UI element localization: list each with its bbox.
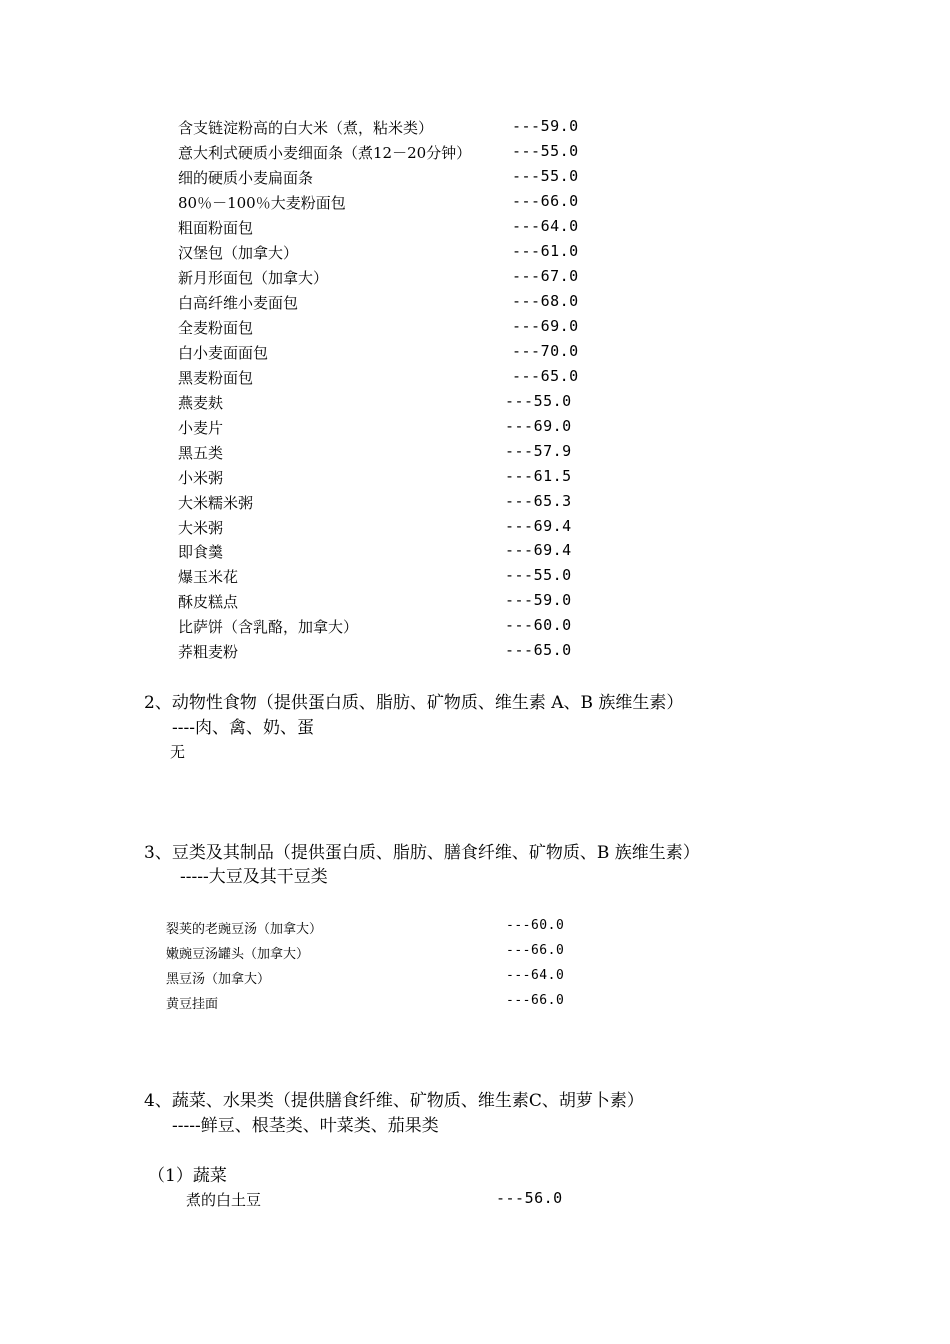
food-name: 酥皮糕点 [178, 593, 239, 611]
list-item [0, 117, 950, 141]
gi-value: ---66.0 [512, 192, 579, 210]
gi-value: ---66.0 [506, 993, 565, 1008]
food-name: 嫩豌豆汤罐头（加拿大） [166, 947, 310, 962]
gi-value: ---60.0 [506, 918, 565, 933]
section-2-note: 无 [170, 743, 186, 761]
list-item [0, 492, 950, 516]
food-name: 小米粥 [178, 469, 224, 487]
list-item [0, 167, 950, 191]
food-name: 细的硬质小麦扁面条 [178, 169, 314, 187]
list-item [0, 943, 950, 967]
list-item [0, 442, 950, 466]
food-name: 汉堡包（加拿大） [178, 244, 299, 262]
section-3-heading: 3、豆类及其制品（提供蛋白质、脂肪、膳食纤维、矿物质、B 族维生素） [144, 843, 700, 863]
list-item [0, 342, 950, 366]
food-name: 煮的白土豆 [186, 1191, 262, 1209]
gi-value: ---55.0 [505, 392, 572, 410]
list-item [0, 918, 950, 942]
food-name: 即食羹 [178, 543, 224, 561]
gi-value: ---69.4 [505, 517, 572, 535]
gi-value: ---55.0 [505, 566, 572, 584]
section-3-subheading: -----大豆及其干豆类 [180, 867, 328, 887]
food-name: 意大利式硬质小麦细面条（煮12－20分钟） [178, 144, 472, 162]
list-item [0, 142, 950, 166]
gi-value: ---65.0 [512, 367, 579, 385]
list-item [0, 616, 950, 640]
list-item [0, 267, 950, 291]
food-name: 80％－100％大麦粉面包 [178, 194, 346, 212]
list-item [0, 192, 950, 216]
gi-value: ---69.0 [505, 417, 572, 435]
list-item [0, 993, 950, 1017]
gi-value: ---61.5 [505, 467, 572, 485]
food-name: 含支链淀粉高的白大米（煮，粘米类） [178, 119, 434, 137]
gi-value: ---60.0 [505, 616, 572, 634]
gi-value: ---55.0 [512, 167, 579, 185]
gi-value: ---69.0 [512, 317, 579, 335]
food-name: 黑豆汤（加拿大） [166, 972, 271, 987]
list-item [0, 317, 950, 341]
section-4-subsection: （1）蔬菜 [148, 1166, 227, 1186]
list-item [0, 541, 950, 565]
gi-value: ---57.9 [505, 442, 572, 460]
food-name: 白小麦面面包 [178, 344, 269, 362]
gi-value: ---68.0 [512, 292, 579, 310]
list-item [0, 467, 950, 491]
food-name: 全麦粉面包 [178, 319, 254, 337]
list-item [0, 217, 950, 241]
list-item [0, 292, 950, 316]
list-item [0, 417, 950, 441]
food-name: 小麦片 [178, 419, 224, 437]
food-name: 大米粥 [178, 519, 224, 537]
list-item [0, 641, 950, 665]
list-item [0, 367, 950, 391]
gi-value: ---61.0 [512, 242, 579, 260]
gi-value: ---69.4 [505, 541, 572, 559]
list-item [0, 1189, 950, 1213]
food-name: 黄豆挂面 [166, 997, 219, 1012]
list-item [0, 566, 950, 590]
gi-value: ---70.0 [512, 342, 579, 360]
food-name: 燕麦麸 [178, 394, 224, 412]
food-name: 大米糯米粥 [178, 494, 254, 512]
gi-value: ---56.0 [496, 1189, 563, 1207]
gi-value: ---65.0 [505, 641, 572, 659]
gi-value: ---55.0 [512, 142, 579, 160]
gi-value: ---64.0 [506, 968, 565, 983]
food-name: 黑麦粉面包 [178, 369, 254, 387]
section-2-heading: 2、动物性食物（提供蛋白质、脂肪、矿物质、维生素 A、B 族维生素） [144, 693, 684, 713]
food-name: 白高纤维小麦面包 [178, 294, 299, 312]
food-name: 爆玉米花 [178, 568, 239, 586]
food-name: 粗面粉面包 [178, 219, 254, 237]
food-name: 荞粗麦粉 [178, 643, 239, 661]
gi-value: ---59.0 [512, 117, 579, 135]
list-item [0, 392, 950, 416]
gi-value: ---67.0 [512, 267, 579, 285]
gi-value: ---64.0 [512, 217, 579, 235]
list-item [0, 968, 950, 992]
gi-value: ---66.0 [506, 943, 565, 958]
list-item [0, 242, 950, 266]
gi-value: ---59.0 [505, 591, 572, 609]
gi-value: ---65.3 [505, 492, 572, 510]
food-name: 比萨饼（含乳酪，加拿大） [178, 618, 359, 636]
section-2-subheading: ----肉、禽、奶、蛋 [172, 718, 314, 738]
section-4-subheading: -----鲜豆、根茎类、叶菜类、茄果类 [172, 1116, 439, 1136]
food-name: 黑五类 [178, 444, 224, 462]
list-item [0, 517, 950, 541]
food-name: 裂荚的老豌豆汤（加拿大） [166, 922, 323, 937]
list-item [0, 591, 950, 615]
food-name: 新月形面包（加拿大） [178, 269, 329, 287]
section-4-heading: 4、蔬菜、水果类（提供膳食纤维、矿物质、维生素C、胡萝卜素） [144, 1091, 644, 1111]
